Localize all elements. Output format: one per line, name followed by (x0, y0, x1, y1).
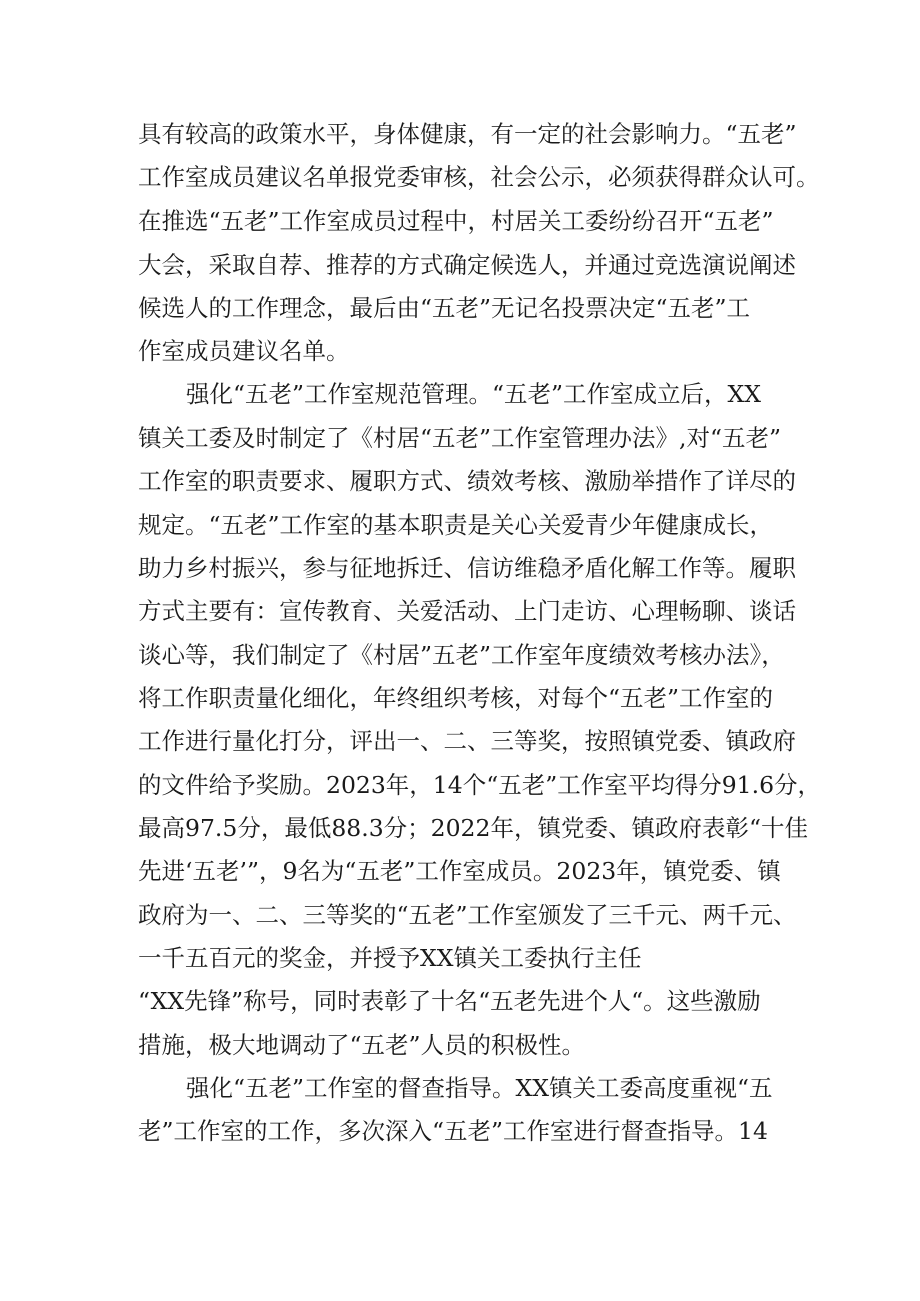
text-line: 工作室成员建议名单报党委审核，社会公示，必须获得群众认可。 (138, 163, 820, 191)
text-line: 将工作职责量化细化，年终组织考核，对每个“五老”工作室的 (138, 684, 774, 712)
text-line: 先进‘五老’”，9名为“五老”工作室成员。2023年，镇党委、镇 (138, 857, 781, 885)
text-line: 方式主要有：宣传教育、关爱活动、上门走访、心理畅聊、谈话 (138, 597, 796, 625)
text-line: 候选人的工作理念，最后由“五老”无记名投票决定“五老”工 (138, 294, 751, 322)
text-line: 的文件给予奖励。2023年，14个“五老”工作室平均得分91.6分， (138, 771, 822, 799)
text-line: 工作进行量化打分，评出一、二、三等奖，按照镇党委、镇政府 (138, 727, 796, 755)
text-line: 助力乡村振兴，参与征地拆迁、信访维稳矛盾化解工作等。履职 (138, 554, 796, 582)
text-line: 一千五百元的奖金，并授予XX镇关工委执行主任 (138, 944, 642, 972)
paragraph-first-line: 强化“五老”工作室规范管理。“五老”工作室成立后，XX (186, 380, 762, 408)
text-line: 镇关工委及时制定了《村居“五老”工作室管理办法》,对“五老” (138, 424, 782, 452)
text-line: 具有较高的政策水平，身体健康，有一定的社会影响力。“五老” (138, 120, 797, 148)
text-line: “XX先锋”称号，同时表彰了十名“五老先进个人“。这些激励 (138, 987, 761, 1015)
text-line: 老”工作室的工作，多次深入“五老”工作室进行督查指导。14 (138, 1117, 768, 1145)
text-line: 规定。“五老”工作室的基本职责是关心关爱青少年健康成长， (138, 511, 774, 539)
text-line: 作室成员建议名单。 (138, 337, 350, 365)
text-line: 大会，采取自荐、推荐的方式确定候选人，并通过竞选演说阐述 (138, 251, 796, 279)
text-line: 工作室的职责要求、履职方式、绩效考核、激励举措作了详尽的 (138, 467, 796, 495)
text-line: 最高97.5分，最低88.3分；2022年，镇党委、镇政府表彰“十佳 (138, 814, 808, 842)
paragraph-first-line: 强化“五老”工作室的督查指导。XX镇关工委高度重视“五 (186, 1074, 773, 1102)
text-line: 谈心等，我们制定了《村居”五老”工作室年度绩效考核办法》， (138, 641, 785, 669)
text-line: 在推选“五老”工作室成员过程中，村居关工委纷纷召开“五老” (138, 207, 774, 235)
text-line: 政府为一、二、三等奖的“五老”工作室颁发了三千元、两千元、 (138, 901, 797, 929)
text-line: 措施，极大地调动了“五老”人员的积极性。 (138, 1031, 586, 1059)
